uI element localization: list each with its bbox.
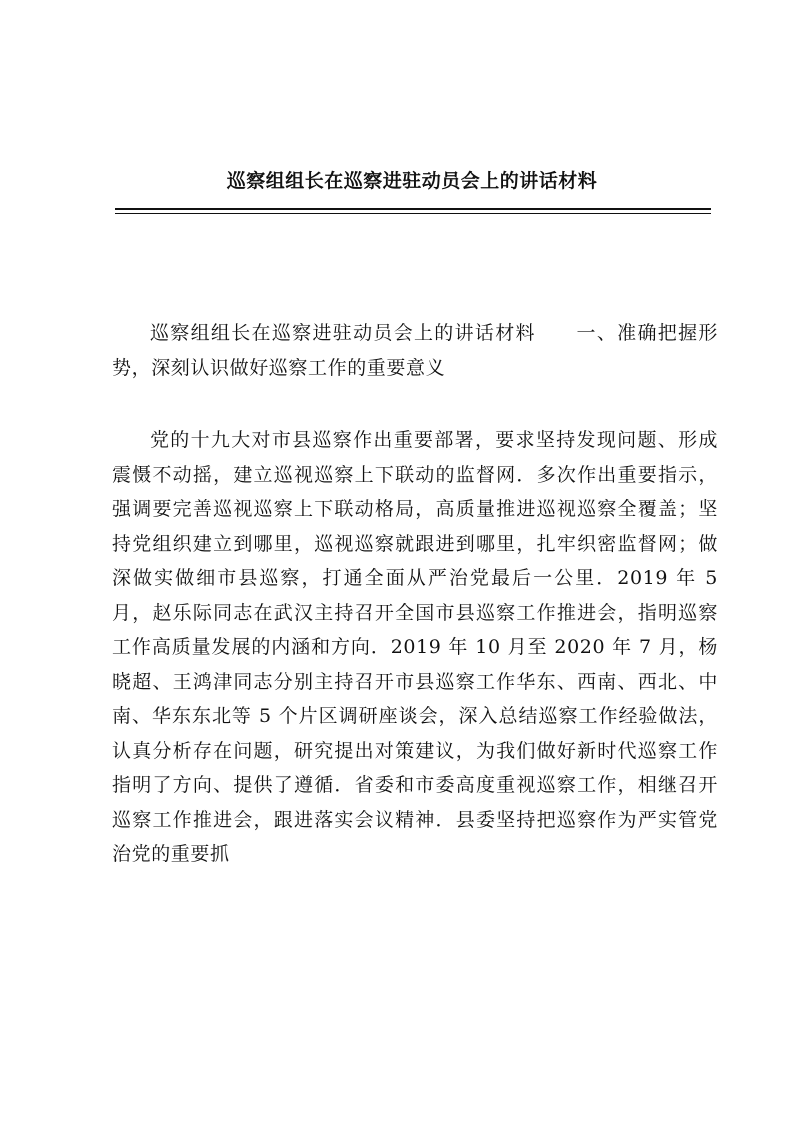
section-heading: 一、准确把握形势，深刻认识做好巡察工作的重要意义 (112, 322, 718, 379)
document-title: 巡察组组长在巡察进驻动员会上的讲话材料 (226, 170, 598, 192)
intro-lead-text: 巡察组组长在巡察进驻动员会上的讲话材料 (150, 322, 536, 344)
paragraph-intro (112, 316, 718, 385)
title-rule-thick (115, 208, 711, 210)
title-rule-thin (115, 213, 711, 214)
paragraph-body: 党的十九大对市县巡察作出重要部署，要求坚持发现问题、形成震慑不动摇，建立巡视巡察上下联动的监督网．多次作出重要指示，强调要完善巡视巡察上下联动格局，高质量推进巡视巡察全覆盖；坚持党组织建立到哪里，巡视巡察就跟进到哪里，扎牢织密监督网；做深做实做细市县巡察，打通全面从严治党最后一公里．2019 年 5 月，赵乐际同志在武汉主持召开全国市县巡察工作推进会，指明巡察工作高质量发展的内涵和方向．2019 年 10 月至 2020 年 7 月，杨晓超、王鸿津同志分别主持召开市县巡察工作华东、西南、西北、中南、华东东北等 5 个片区调研座谈会，深入总结巡察工作经验做法，认真分析存在问题，研究提出对策建议，为我们做好新时代巡察工作指明了方向、提供了遵循．省委和市委高度重视巡察工作，相继召开巡察工作推进会，跟进落实会议精神．县委坚持把巡察作为严实管党治党的重要抓 (112, 429, 718, 865)
document-body (112, 316, 718, 872)
